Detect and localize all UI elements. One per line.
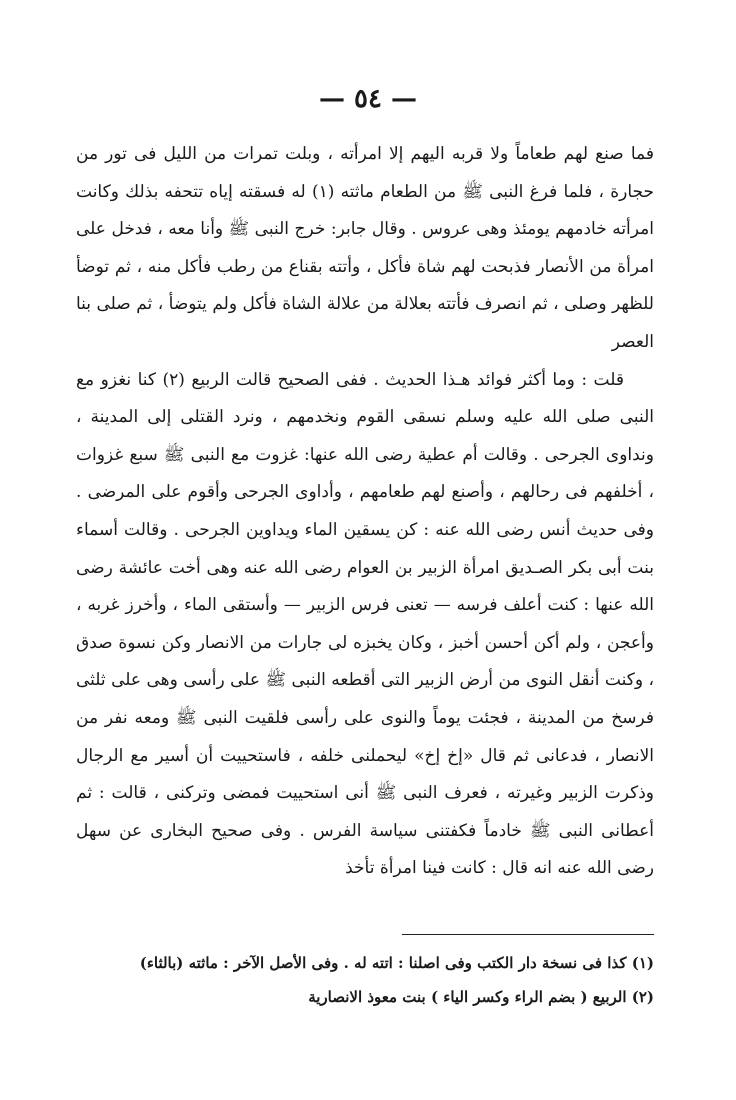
main-text xyxy=(76,136,654,888)
page-number: — ٥٤ — xyxy=(318,84,418,114)
paragraph: فما صنع لهم طعاماً ولا قربه اليهم إلا امرأته ، وبلت تمرات من الليل فى تور من حجارة ، فلما فرغ النبى ﷺ من الطعام ماثته (١) له فسقته إياه تتحفه بذلك وكانت امرأته خادمهم يومئذ وهى عروس . وقال جابر: خرج النبى ﷺ وأنا معه ، فدخل على امرأة من الأنصار فذبحت لهم شاة فأكل ، وأتته بقناع من رطب فأكل منه ، ثم توضأ للظهر وصلى ، ثم انصرف فأتته بعلالة من علالة الشاة فأكل ولم يتوضأ ، ثم صلى بنا العصر xyxy=(76,144,654,352)
footnote: (٢) الربيع ( بضم الراء وكسر الياء ) بنت معوذ الانصارية xyxy=(308,988,654,1006)
footnote-divider xyxy=(402,934,654,935)
footnotes xyxy=(76,946,654,1014)
paragraph: قلت : وما أكثر فوائد هـذا الحديث . ففى الصحيح قالت الربيع (٢) كنا نغزو مع النبى صلى الله عليه وسلم نسقى القوم ونخدمهم ، ونرد القتلى إلى المدينة ، ونداوى الجرحى . وقالت أم عطية رضى الله عنها: غزوت مع النبى ﷺ سبع غزوات ، أخلفهم فى رحالهم ، وأصنع لهم طعامهم ، وأداوى الجرحى وأقوم على المرضى . وفى حديث أنس رضى الله عنه : كن يسقين الماء ويداوين الجرحى . وقالت أسماء بنت أبى بكر الصـديق امرأة الزبير بن العوام رضى الله عنه وهى أخت عائشة رضى الله عنها : كنت أعلف فرسه — تعنى فرس الزبير — وأستقى الماء ، وأخرز غربه ، وأعجن ، ولم أكن أحسن أخبز ، وكان يخبزه لى جارات من الانصار وكن نسوة صدق ، وكنت أنقل النوى من أرض الزبير التى أقطعه النبى ﷺ على رأسى وهى على ثلثى فرسخ من المدينة ، فجئت يوماً والنوى على رأسى فلقيت النبى ﷺ ومعه نفر من الانصار ، فدعانى ثم قال «إخ إخ» ليحملنى خلفه ، فاستحييت أن أسير مع الرجال وذكرت الزبير وغيرته ، فعرف النبى ﷺ أنى استحييت فمضى وتركنى ، قالت : ثم أعطانى النبى ﷺ خادماً فكفتنى سياسة الفرس . وفى صحيح البخارى عن سهل رضى الله عنه انه قال : كانت فينا امرأة تأخذ xyxy=(76,369,654,879)
footnote: (١) كذا فى نسخة دار الكتب وفى اصلنا : اتته له . وفى الأصل الآخر : ماثته (بالثاء) xyxy=(139,954,654,972)
